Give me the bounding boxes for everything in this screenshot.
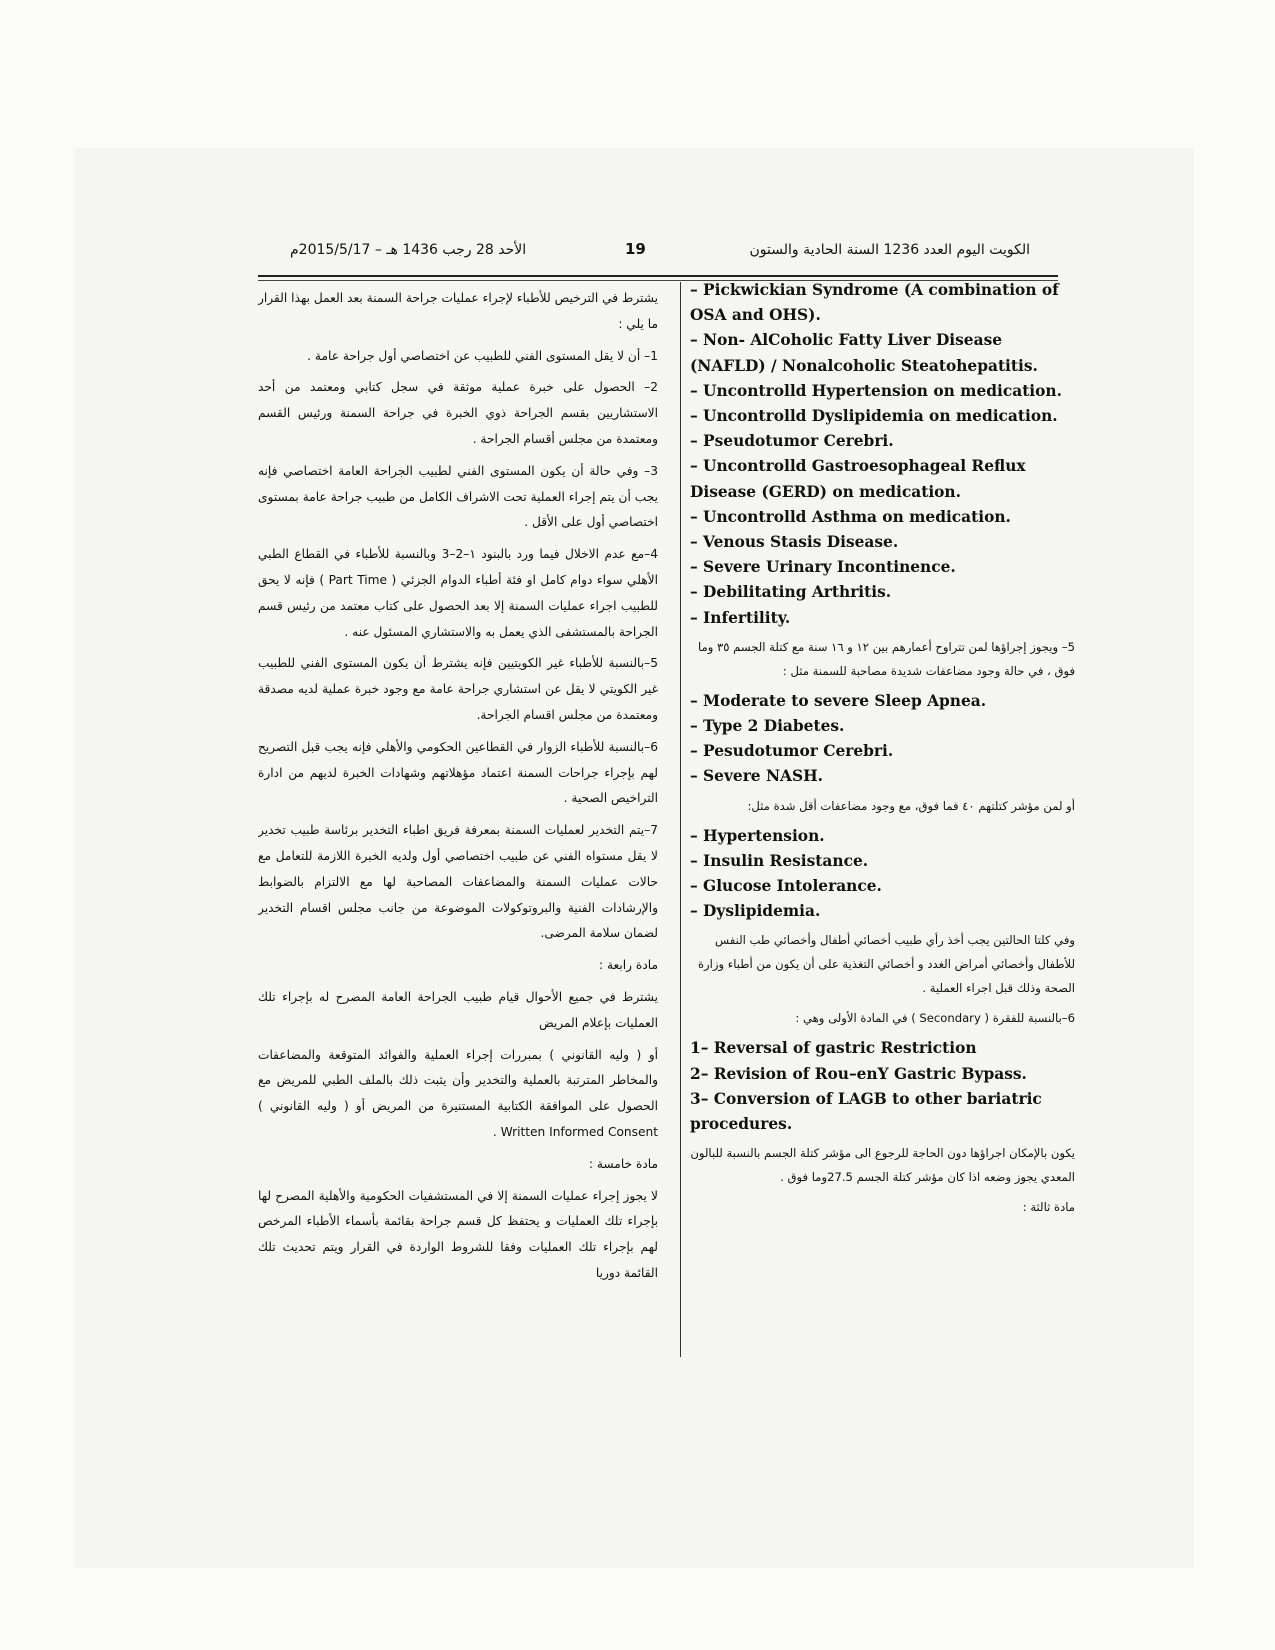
list-item: 2– Revision of Rou–enY Gastric Bypass. xyxy=(690,1064,1027,1083)
clause-3: 3– وفي حالة أن يكون المستوى الفني لطبيب الجراحة العامة اختصاصي فإنه يجب أن يتم إجراء العملية تحت الاشراف الكامل من طبيب جراحة عامة بمستوى اختصاصي أول على الأقل . xyxy=(258,463,658,530)
issue-date: الأحد 28 رجب 1436 هـ – 2015/5/17م xyxy=(290,242,527,258)
list-item: – Type 2 Diabetes. xyxy=(690,717,845,736)
article-4-text-a: يشترط في جميع الأحوال قيام طبيب الجراحة العامة المصرح له بإجراء تلك العمليات بإعلام المريض xyxy=(258,989,658,1030)
clause-6: 6–بالنسبة للأطباء الزوار في القطاعين الحكومي والأهلي فإنه يجب قبل التصريح لهم بإجراء جراحات السمنة اعتماد مؤهلاتهم وشهادات الخبرة لديهم من ادارة التراخيص الصحية . xyxy=(258,739,658,806)
list-item: 1– Reversal of gastric Restriction xyxy=(690,1039,977,1058)
list-item: – Moderate to severe Sleep Apnea. xyxy=(690,691,987,710)
list-item: – Severe NASH. xyxy=(690,767,823,786)
page-number: 19 xyxy=(625,240,646,258)
article-4-heading: مادة رابعة : xyxy=(599,958,658,973)
list-item: – Uncontrolld Gastroesophageal Reflux Disease (GERD) on medication. xyxy=(690,457,1026,501)
clause-4: 4–مع عدم الاخلال فيما ورد بالبنود ١–2–3 وبالنسبة للأطباء في القطاع الطبي الأهلي سواء دوام كامل او فئة أطباء الدوام الجزئي ( Part Time ) فإنه لا يحق للطبيب اجراء عمليات السمنة إلا بعد الحصول على كتاب معتمد من رئيس قسم الجراحة بالمستشفى الذي يعمل به والاستشاري المسئول عنه . xyxy=(258,547,658,639)
list-item: – Pseudotumor Cerebri. xyxy=(690,432,894,451)
article-4-text-b: أو ( وليه القانوني ) بمبررات إجراء العملية والفوائد المتوقعة والمضاعفات والمخاطر المترتبة بالعملية والتخدير وأن يثبت ذلك بالملف الطبي للمريض مع الحصول على الموافقة الكتابية المستنيرة من المريض أو ( وليه القانوني ) Written Informed Consent . xyxy=(258,1047,658,1139)
left-column xyxy=(258,286,658,1356)
clause-5: 5–بالنسبة للأطباء غير الكويتيين فإنه يشترط أن يكون المستوى الفني للطبيب غير الكويتي لا يقل عن استشاري جراحة عامة مع وجود خبرة عملية لديه مصدقة ومعتمدة من مجلس اقسام الجراحة. xyxy=(258,656,658,722)
list-item: – Glucose Intolerance. xyxy=(690,877,882,896)
list-item: – Insulin Resistance. xyxy=(690,851,869,870)
list-item: – Debilitating Arthritis. xyxy=(690,583,892,602)
intro-paragraph: يشترط في الترخيص للأطباء لإجراء عمليات جراحة السمنة بعد العمل بهذا القرار ما يلي : xyxy=(258,291,658,331)
list-item: – Pesudotumor Cerebri. xyxy=(690,742,894,761)
right-column xyxy=(690,278,1075,1358)
list-item: – Uncontrolld Asthma on medication. xyxy=(690,507,1011,526)
list-item: – Non- AlCoholic Fatty Liver Disease (NAFLD) / Nonalcoholic Steatohepatitis. xyxy=(690,331,1038,375)
list-item: – Venous Stasis Disease. xyxy=(690,533,899,552)
gazette-issue: الكويت اليوم العدد 1236 السنة الحادية والستون xyxy=(749,242,1030,258)
list-item: – Uncontrolld Dyslipidemia on medication. xyxy=(690,407,1058,426)
clause-2: 2– الحصول على خبرة عملية موثقة في سجل كتابي ومعتمد من أحد الاستشاريين بقسم الجراحة ذوي الخبرة في جراحة السمنة ورئيس القسم ومعتمدة من مجلس أقسام الجراحة . xyxy=(258,380,658,446)
both-cases-paragraph: وفي كلتا الحالتين يجب أخذ رأي طبيب أخصائي أطفال وأخصائي طب النفس للأطفال وأخصائي أمراض الغدد و أخصائي التغذية على أن يكون من أطباء وزارة الصحة وذلك قبل اجراء العملية . xyxy=(697,933,1075,996)
clause-1: 1– أن لا يقل المستوى الفني للطبيب عن اختصاصي أول جراحة عامة . xyxy=(307,348,658,363)
list-item: – Uncontrolld Hypertension on medication. xyxy=(690,381,1062,400)
article-3-heading: مادة ثالثة : xyxy=(1022,1200,1075,1215)
list-item: – Dyslipidemia. xyxy=(690,902,821,921)
list-item: – Hypertension. xyxy=(690,826,825,845)
article-5-text: لا يجوز إجراء عمليات السمنة إلا في المستشفيات الحكومية والأهلية المصرح لها بإجراء تلك العمليات و يحتفظ كل قسم جراحة بقائمة بأسماء الأطباء المرخص لهم بإجراء تلك العمليات وفقا للشروط الواردة في القرار ويتم تحديث تلك القائمة دوريا xyxy=(258,1188,658,1280)
page-header xyxy=(290,238,1030,268)
clause-5-age: 5– ويجوز إجراؤها لمن تتراوح أعمارهم بين ١٢ و ١٦ سنة مع كتلة الجسم ٣٥ وما فوق ، في حالة وجود مضاعفات شديدة مصاحبة للسمنة مثل : xyxy=(697,639,1075,678)
article-5-heading: مادة خامسة : xyxy=(588,1156,658,1171)
list-item: – Pickwickian Syndrome (A combination of OSA and OHS). xyxy=(690,281,1059,325)
column-divider xyxy=(680,282,681,1357)
bmi-40-paragraph: أو لمن مؤشر كتلتهم ٤٠ فما فوق، مع وجود مضاعفات أقل شدة مثل: xyxy=(747,798,1075,813)
clause-7: 7–يتم التخدير لعمليات السمنة بمعرفة فريق اطباء التخدير برئاسة طبيب تخدير لا يقل مستواه الفني عن طبيب اختصاصي أول ولديه الخبرة اللازمة للتعامل مع حالات عمليات السمنة والمضاعفات المصاحبة لها مع الالتزام بالضوابط والإرشادات الفنية والبروتوكولات الموضوعة من جانب مجلس اقسام التخدير لضمان سلامة المرضى. xyxy=(258,823,658,941)
header-rule xyxy=(258,275,1058,277)
list-item: – Severe Urinary Incontinence. xyxy=(690,558,956,577)
balloon-paragraph: يكون بالإمكان اجراؤها دون الحاجة للرجوع الى مؤشر كتلة الجسم بالنسبة للبالون المعدي يجوز وضعه اذا كان مؤشر كتلة الجسم 27.5وما فوق . xyxy=(690,1146,1075,1185)
list-item: 3– Conversion of LAGB to other bariatric procedures. xyxy=(690,1089,1042,1134)
list-item: – Infertility. xyxy=(690,608,791,627)
clause-6-secondary: 6–بالنسبة للفقرة ( Secondary ) في المادة الأولى وهي : xyxy=(795,1011,1075,1026)
